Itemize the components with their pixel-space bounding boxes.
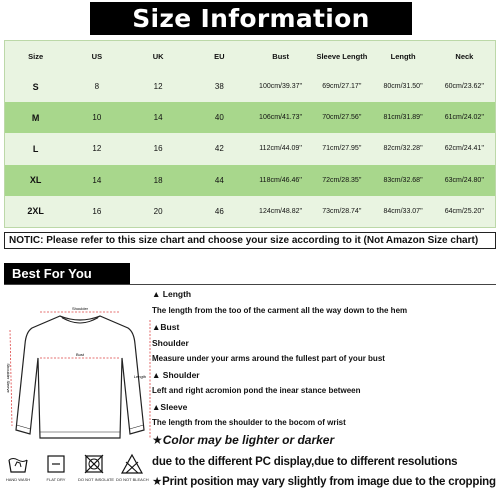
cell-length: 82cm/32.28'' [383,145,423,153]
cell-uk: 20 [153,206,163,216]
care-item [78,452,115,490]
care-label: FLAT DRY [46,477,66,482]
bust-desc: Measure under your arms around the fullest part of your bust [152,354,385,363]
color-note: ★Color may be lighter or darker [152,433,335,447]
sleeve-title: ▲Sleeve [152,402,188,412]
header-bust: Bust [272,51,289,61]
diagram-shoulder-label: Shoulder [71,306,89,311]
table-row [5,102,495,133]
bust-title: ▲Bust [152,322,180,332]
diagram-length-label: Length [133,374,146,379]
cell-size: L [32,143,39,154]
cell-bust: 100cm/39.37'' [259,83,303,91]
cell-neck: 63cm/24.80'' [444,176,484,184]
care-item [2,452,34,490]
care-label: HAND WASH [5,477,31,482]
cell-eu: 40 [214,113,224,123]
cell-uk: 14 [153,113,163,123]
cell-eu: 44 [214,175,224,185]
flat-dry-icon [44,452,68,476]
size-notice: NOTIC: Please refer to this size chart and choose your size according to it (Not Amazon Size chart) [4,232,496,249]
cell-length: 81cm/31.89'' [383,114,423,122]
cell-us: 8 [94,82,100,92]
cell-bust: 118cm/46.46'' [259,176,302,184]
table-row [5,165,495,196]
header-size: Size [28,51,44,61]
cell-us: 12 [92,144,102,154]
care-label: DO NOT BLEACH [116,477,149,482]
cell-neck: 64cm/25.20'' [444,207,484,215]
cell-eu: 42 [214,144,224,154]
table-row [5,133,495,164]
sweater-diagram [0,298,160,448]
care-icons [2,452,152,490]
cell-bust: 112cm/44.09'' [259,145,302,153]
sleeve-desc: The length from the shoulder to the bocom of wrist [152,418,346,427]
page-title: Size Information [90,2,412,35]
cell-size: 2XL [27,206,44,217]
care-item [40,452,72,490]
cell-us: 14 [92,175,102,185]
cell-bust: 106cm/41.73'' [259,114,303,122]
shoulder2-title: ▲ Shoulder [152,370,200,380]
cell-sleeve: 73cm/28.74'' [322,207,362,215]
care-item [116,452,148,490]
diagram-sleeve-label: Shoulder Sleeve [6,363,11,393]
cell-sleeve: 72cm/28.35'' [322,176,362,184]
hand-wash-icon [6,452,30,476]
size-table [4,40,496,228]
cell-sleeve: 71cm/27.95'' [322,145,362,153]
shoulder-title: Shoulder [152,338,189,348]
header-neck: Neck [455,51,474,61]
cell-neck: 61cm/24.02'' [444,114,484,122]
cell-length: 84cm/33.07'' [383,207,423,215]
cell-us: 10 [92,113,102,123]
best-for-you-heading: Best For You [4,263,130,285]
cell-size: M [31,112,40,123]
header-us: US [91,51,103,61]
cell-eu: 38 [214,82,224,92]
diagram-bust-label: Bust [75,352,85,357]
cell-sleeve: 70cm/27.56'' [322,114,362,122]
sweater-outline-icon [0,298,160,448]
cell-uk: 12 [153,82,163,92]
cell-size: XL [29,175,42,186]
header-eu: EU [214,51,225,61]
header-length: Length [390,51,416,61]
cell-neck: 62cm/24.41'' [444,145,484,153]
table-header-row [5,41,495,71]
cell-us: 16 [92,206,102,216]
table-row [5,196,495,227]
cell-uk: 16 [153,144,163,154]
cell-neck: 60cm/23.62'' [444,83,484,91]
cell-sleeve: 69cm/27.17'' [322,83,362,91]
care-label: DO NOT INSOLATE [78,477,115,482]
do-not-iron-icon [82,452,106,476]
table-row [5,71,495,102]
cell-size: S [32,81,39,92]
cell-length: 83cm/32.68'' [383,176,423,184]
color-note-detail: due to the different PC display,due to different resolutions [152,456,458,468]
cell-bust: 124cm/48.82'' [259,207,303,215]
cell-uk: 18 [153,175,163,185]
header-sleeve-length: Sleeve Length [316,51,368,61]
size-chart-table [5,41,495,227]
cell-length: 80cm/31.50'' [383,83,423,91]
section-divider [4,284,496,285]
length-desc: The length from the too of the carment all the way down to the hem [152,306,408,315]
do-not-bleach-icon [120,452,144,476]
shoulder-desc: Left and right acromion pond the inear stance between [152,386,361,395]
cell-eu: 46 [214,206,224,216]
header-uk: UK [152,51,164,61]
print-note: ★Print position may vary slightly from image due to the cropping [152,476,496,488]
length-title: ▲ Length [152,289,192,299]
